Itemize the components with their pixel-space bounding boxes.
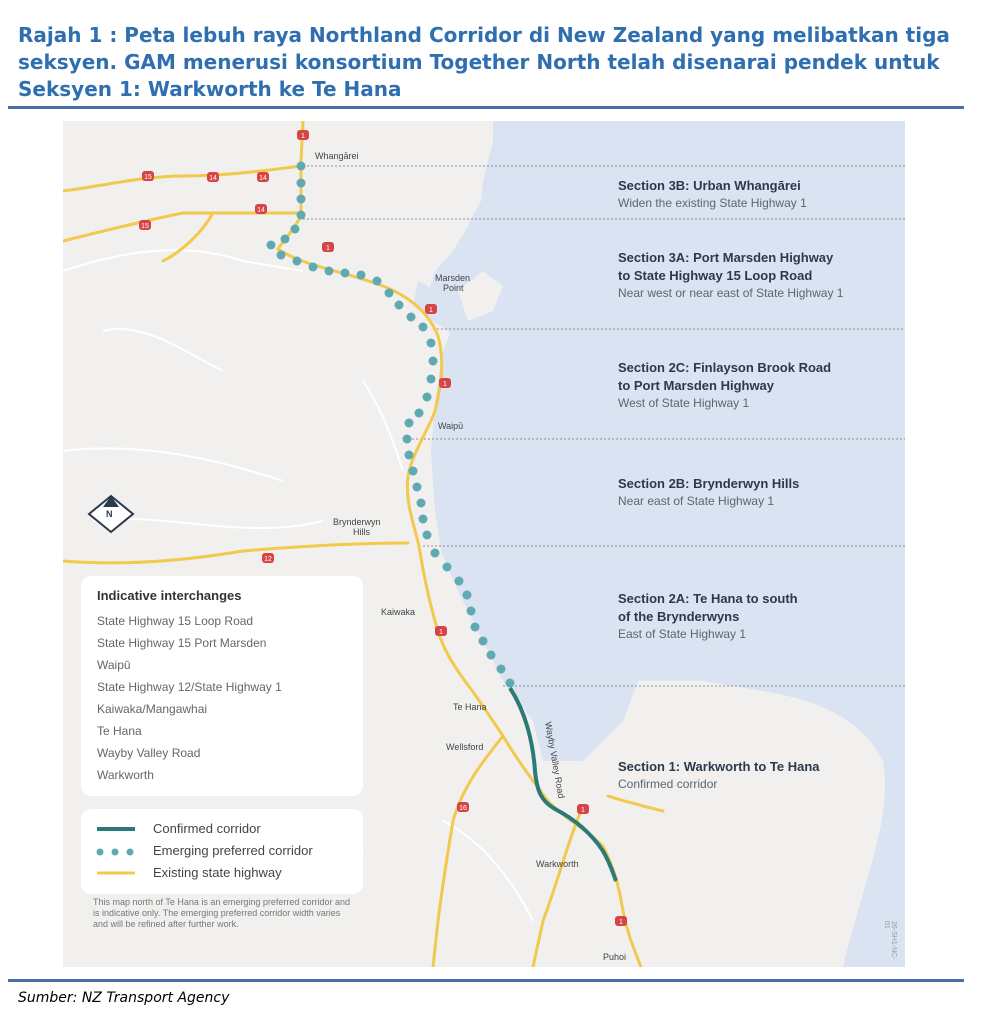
section-2c	[618, 359, 831, 412]
interchange-item: Wayby Valley Road	[97, 746, 201, 760]
source-credit: Sumber: NZ Transport Agency	[18, 990, 230, 1006]
place-warkworth: Warkworth	[536, 859, 579, 869]
legend-emerging-swatch	[97, 849, 104, 856]
interchange-item: State Highway 15 Loop Road	[97, 614, 254, 628]
section-2b-title: Section 2B: Brynderwyn Hills	[618, 476, 800, 491]
highway-shield-label: 14	[259, 175, 267, 182]
highway-shield-icon	[615, 916, 627, 926]
section-3b-subtitle: Widen the existing State Highway 1	[618, 196, 807, 210]
emerging-corridor-dot	[443, 563, 452, 572]
place-kaiwaka: Kaiwaka	[381, 607, 416, 617]
place-wayby-valley-road: Wayby Valley Road	[543, 721, 567, 800]
highway-shield-label: 1	[443, 381, 447, 388]
place-marsden-1: Marsden	[435, 273, 471, 283]
place-puhoi: Puhoi	[603, 952, 627, 962]
emerging-corridor-dot	[297, 179, 306, 188]
emerging-corridor-dot	[431, 549, 440, 558]
section-2a	[618, 590, 798, 643]
emerging-corridor-dot	[309, 263, 318, 272]
section-2a-title-2: of the Brynderwyns	[618, 609, 740, 624]
emerging-corridor-dot	[417, 499, 426, 508]
emerging-corridor-dot	[325, 267, 334, 276]
section-1-subtitle: Confirmed corridor	[618, 777, 718, 791]
section-3b	[618, 177, 807, 212]
place-waipu: Waipū	[438, 421, 464, 431]
emerging-corridor-dot	[403, 435, 412, 444]
compass-label: N	[106, 509, 113, 519]
emerging-corridor-dot	[419, 515, 428, 524]
highway-shield-icon	[262, 553, 274, 563]
emerging-corridor-dot	[423, 393, 432, 402]
section-1-title: Section 1: Warkworth to Te Hana	[618, 759, 820, 774]
emerging-corridor-dot	[267, 241, 276, 250]
section-1	[618, 758, 820, 793]
section-2a-subtitle: East of State Highway 1	[618, 627, 747, 641]
section-3b-title: Section 3B: Urban Whangārei	[618, 178, 801, 193]
highway-shield-icon	[425, 304, 437, 314]
bottom-divider	[8, 979, 964, 982]
legend-existing-label: Existing state highway	[153, 865, 282, 880]
highway-shield-label: 14	[257, 207, 265, 214]
caption-line-2: seksyen. GAM menerusi konsortium Together North telah disenarai pendek untuk	[18, 50, 940, 74]
section-2c-title-2: to Port Marsden Highway	[618, 378, 775, 393]
highway-shield-label: 15	[144, 174, 152, 181]
legend-confirmed-label: Confirmed corridor	[153, 821, 261, 836]
interchanges-title: Indicative interchanges	[97, 588, 242, 603]
emerging-corridor-dot	[341, 269, 350, 278]
section-2a-title: Section 2A: Te Hana to south	[618, 591, 798, 606]
emerging-corridor-dot	[405, 419, 414, 428]
place-brynderwyn-1: Brynderwyn	[333, 517, 381, 527]
interchange-item: Waipū	[97, 658, 131, 672]
emerging-corridor-dot	[291, 225, 300, 234]
section-2c-subtitle: West of State Highway 1	[618, 396, 750, 410]
emerging-corridor-dot	[427, 375, 436, 384]
highway-shield-icon	[322, 242, 334, 252]
highway-shield-icon	[139, 220, 151, 230]
emerging-corridor-dot	[281, 235, 290, 244]
interchange-item: Warkworth	[97, 768, 154, 782]
section-2c-title: Section 2C: Finlayson Brook Road	[618, 360, 832, 375]
caption-line-3: Seksyen 1: Warkworth ke Te Hana	[18, 77, 402, 101]
highway-shield-label: 1	[581, 807, 585, 814]
top-divider	[8, 106, 964, 109]
place-wellsford: Wellsford	[446, 742, 484, 752]
emerging-corridor-dot	[293, 257, 302, 266]
highway-shield-icon	[435, 626, 447, 636]
map-code: 26-SH1-NC-01	[883, 921, 897, 960]
section-3a-subtitle: Near west or near east of State Highway 1	[618, 286, 844, 300]
legend-emerging-label: Emerging preferred corridor	[153, 843, 313, 858]
emerging-corridor-dot	[297, 195, 306, 204]
highway-shield-label: 1	[439, 629, 443, 636]
highway-shield-label: 14	[209, 175, 217, 182]
highway-shield-icon	[577, 804, 589, 814]
highway-shield-icon	[142, 171, 154, 181]
highway-shield-label: 1	[619, 919, 623, 926]
highway-shield-label: 1	[429, 307, 433, 314]
emerging-corridor-dot	[277, 251, 286, 260]
interchange-item: Te Hana	[97, 724, 142, 738]
section-2b	[618, 475, 799, 510]
emerging-corridor-dot	[497, 665, 506, 674]
highway-shield-label: 16	[459, 805, 467, 812]
highway-shield-label: 12	[264, 556, 272, 563]
figure-caption	[18, 22, 978, 103]
emerging-corridor-dot	[407, 313, 416, 322]
caption-line-1: Rajah 1 : Peta lebuh raya Northland Corridor di New Zealand yang melibatkan tiga	[18, 23, 950, 47]
emerging-corridor-dot	[467, 607, 476, 616]
section-3a-title-2: to State Highway 15 Loop Road	[618, 268, 813, 283]
section-3a	[618, 249, 843, 302]
emerging-corridor-dot	[395, 301, 404, 310]
emerging-corridor-dot	[405, 451, 414, 460]
emerging-corridor-dot	[479, 637, 488, 646]
emerging-corridor-dot	[409, 467, 418, 476]
emerging-corridor-dot	[423, 531, 432, 540]
highway-shield-label: 1	[301, 133, 305, 140]
section-3a-title: Section 3A: Port Marsden Highway	[618, 250, 834, 265]
emerging-corridor-dot	[415, 409, 424, 418]
emerging-corridor-dot	[385, 289, 394, 298]
emerging-corridor-dot	[455, 577, 464, 586]
highway-shield-icon	[457, 802, 469, 812]
emerging-corridor-dot	[487, 651, 496, 660]
sea-area	[429, 121, 905, 967]
emerging-corridor-dot	[297, 211, 306, 220]
highway-shield-icon	[439, 378, 451, 388]
highway-shield-label: 1	[326, 245, 330, 252]
place-whangarei: Whangārei	[315, 151, 359, 161]
highway-shield-icon	[257, 172, 269, 182]
interchange-item: State Highway 15 Port Marsden	[97, 636, 267, 650]
emerging-corridor-dot	[297, 162, 306, 171]
highway-shield-icon	[255, 204, 267, 214]
highway-shield-icon	[297, 130, 309, 140]
place-te-hana: Te Hana	[453, 702, 487, 712]
interchange-item: State Highway 12/State Highway 1	[97, 680, 282, 694]
section-2b-subtitle: Near east of State Highway 1	[618, 494, 775, 508]
place-brynderwyn-2: Hills	[353, 527, 370, 537]
place-marsden-2: Point	[443, 283, 464, 293]
highway-shield-label: 15	[141, 223, 149, 230]
emerging-corridor-dot	[413, 483, 422, 492]
emerging-corridor-dot	[357, 271, 366, 280]
legend-swatches	[95, 821, 141, 881]
sea-lower	[703, 681, 905, 967]
interchange-item: Kaiwaka/Mangawhai	[97, 702, 208, 716]
emerging-corridor-dot	[419, 323, 428, 332]
emerging-corridor-dot	[429, 357, 438, 366]
highway-shield-icon	[207, 172, 219, 182]
emerging-corridor-dot	[427, 339, 436, 348]
emerging-corridor-dot	[463, 591, 472, 600]
corridor-map[interactable]	[63, 121, 905, 967]
map-note: This map north of Te Hana is an emerging preferred corridor and is indicative only. The emerging preferred corridor width varies and will be refined after further work.	[93, 897, 350, 929]
emerging-corridor-dot	[506, 679, 515, 688]
emerging-corridor-dot	[471, 623, 480, 632]
emerging-corridor-dot	[373, 277, 382, 286]
